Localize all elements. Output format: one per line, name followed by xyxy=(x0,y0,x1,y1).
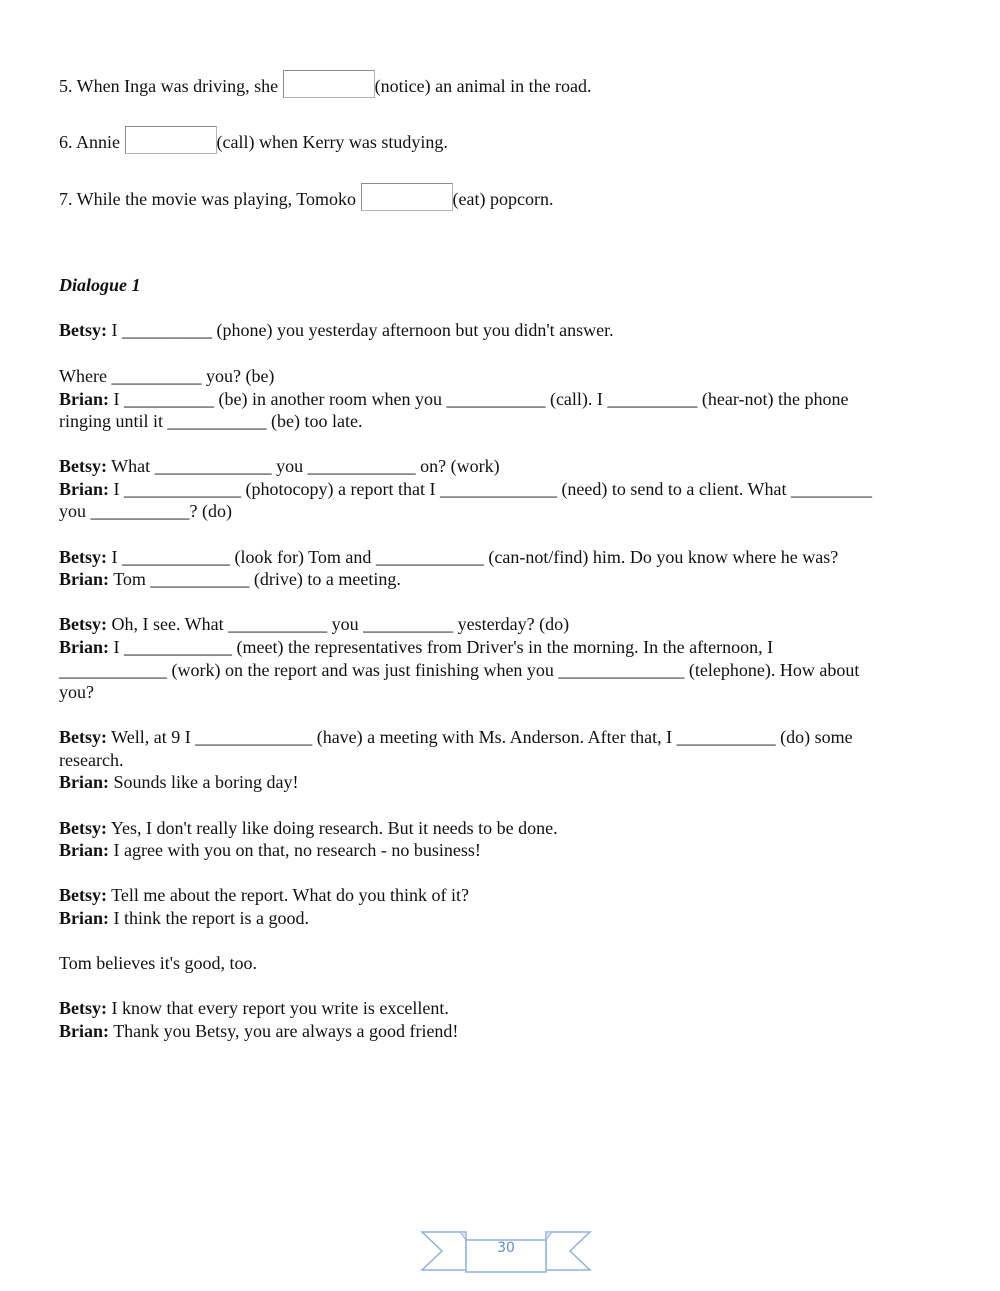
speaker-name: Brian: xyxy=(59,479,110,499)
dialogue-text: Well, at 9 I _____________ (have) a meeting with Ms. Anderson. After that, I ___________ (do) some xyxy=(107,727,853,747)
dialogue-line xyxy=(59,771,299,793)
speaker-name: Brian: xyxy=(59,389,110,409)
exercise-text: 7. While the movie was playing, Tomoko xyxy=(59,189,357,209)
dialogue-text: Tom believes it's good, too. xyxy=(59,953,257,973)
dialogue-line xyxy=(59,568,401,590)
dialogue-text: ____________ (work) on the report and was just finishing when you ______________ (telephone). How about xyxy=(59,660,860,680)
dialogue-line xyxy=(59,884,469,906)
dialogue-line xyxy=(59,681,94,703)
dialogue-line xyxy=(59,952,257,974)
speaker-name: Betsy: xyxy=(59,614,107,634)
speaker-name: Betsy: xyxy=(59,456,107,476)
speaker-name: Brian: xyxy=(59,772,110,792)
dialogue-line xyxy=(59,839,481,861)
exercise-text: (notice) an animal in the road. xyxy=(374,76,592,96)
exercise-5 xyxy=(59,70,592,98)
exercise-7 xyxy=(59,183,554,211)
dialogue-text: you ___________? (do) xyxy=(59,501,232,521)
dialogue-text: I __________ (be) in another room when you ___________ (call). I __________ (hear-not) the phone xyxy=(109,389,849,409)
speaker-name: Betsy: xyxy=(59,998,107,1018)
speaker-name: Betsy: xyxy=(59,320,107,340)
dialogue-text: research. xyxy=(59,750,124,770)
dialogue-line xyxy=(59,613,569,635)
dialogue-line xyxy=(59,388,848,410)
speaker-name: Betsy: xyxy=(59,547,107,567)
dialogue-text: Yes, I don't really like doing research. But it needs to be done. xyxy=(107,818,558,838)
dialogue-text: Where __________ you? (be) xyxy=(59,366,275,386)
dialogue-text: I ____________ (look for) Tom and ____________ (can-not/find) him. Do you know where he was? xyxy=(107,547,839,567)
exercise-text: (call) when Kerry was studying. xyxy=(216,132,448,152)
dialogue-text: I think the report is a good. xyxy=(109,908,309,928)
dialogue-line xyxy=(59,455,500,477)
dialogue-line xyxy=(59,817,558,839)
dialogue-text: I agree with you on that, no research - no business! xyxy=(109,840,481,860)
page-number: 30 xyxy=(497,1240,515,1256)
speaker-name: Betsy: xyxy=(59,885,107,905)
speaker-name: Betsy: xyxy=(59,818,107,838)
dialogue-line xyxy=(59,500,232,522)
speaker-name: Brian: xyxy=(59,908,110,928)
dialogue-text: I _____________ (photocopy) a report that I _____________ (need) to send to a client. What _________ xyxy=(109,479,873,499)
speaker-name: Brian: xyxy=(59,637,110,657)
dialogue-title: Dialogue 1 xyxy=(59,275,141,295)
answer-input-5[interactable] xyxy=(283,70,375,98)
dialogue-text: I __________ (phone) you yesterday afternoon but you didn't answer. xyxy=(107,320,614,340)
answer-input-7[interactable] xyxy=(361,183,453,211)
dialogue-text: Tell me about the report. What do you think of it? xyxy=(107,885,469,905)
dialogue-text: Tom ___________ (drive) to a meeting. xyxy=(109,569,401,589)
dialogue-line xyxy=(59,319,614,341)
dialogue-line xyxy=(59,997,449,1019)
dialogue-text: ringing until it ___________ (be) too late. xyxy=(59,411,363,431)
dialogue-text: Sounds like a boring day! xyxy=(109,772,299,792)
dialogue-text: I know that every report you write is excellent. xyxy=(107,998,449,1018)
answer-input-6[interactable] xyxy=(125,126,217,154)
dialogue-line xyxy=(59,365,274,387)
dialogue-text: Oh, I see. What ___________ you __________ yesterday? (do) xyxy=(107,614,570,634)
dialogue-line xyxy=(59,907,309,929)
dialogue-line xyxy=(59,410,362,432)
dialogue-line xyxy=(59,1020,458,1042)
dialogue-text: What _____________ you ____________ on? (work) xyxy=(107,456,500,476)
dialogue-line xyxy=(59,726,853,748)
dialogue-text: I ____________ (meet) the representatives from Driver's in the morning. In the afternoon, I xyxy=(109,637,774,657)
exercise-text: 6. Annie xyxy=(59,132,120,152)
speaker-name: Brian: xyxy=(59,840,110,860)
dialogue-line xyxy=(59,636,773,658)
exercise-6 xyxy=(59,126,448,154)
speaker-name: Betsy: xyxy=(59,727,107,747)
exercise-text: (eat) popcorn. xyxy=(452,189,554,209)
speaker-name: Brian: xyxy=(59,1021,110,1041)
dialogue-line xyxy=(59,478,872,500)
dialogue-line xyxy=(59,659,859,681)
dialogue-line xyxy=(59,546,838,568)
exercise-text: 5. When Inga was driving, she xyxy=(59,76,279,96)
dialogue-line xyxy=(59,749,123,771)
dialogue-text: you? xyxy=(59,682,94,702)
speaker-name: Brian: xyxy=(59,569,110,589)
dialogue-text: Thank you Betsy, you are always a good friend! xyxy=(109,1021,459,1041)
